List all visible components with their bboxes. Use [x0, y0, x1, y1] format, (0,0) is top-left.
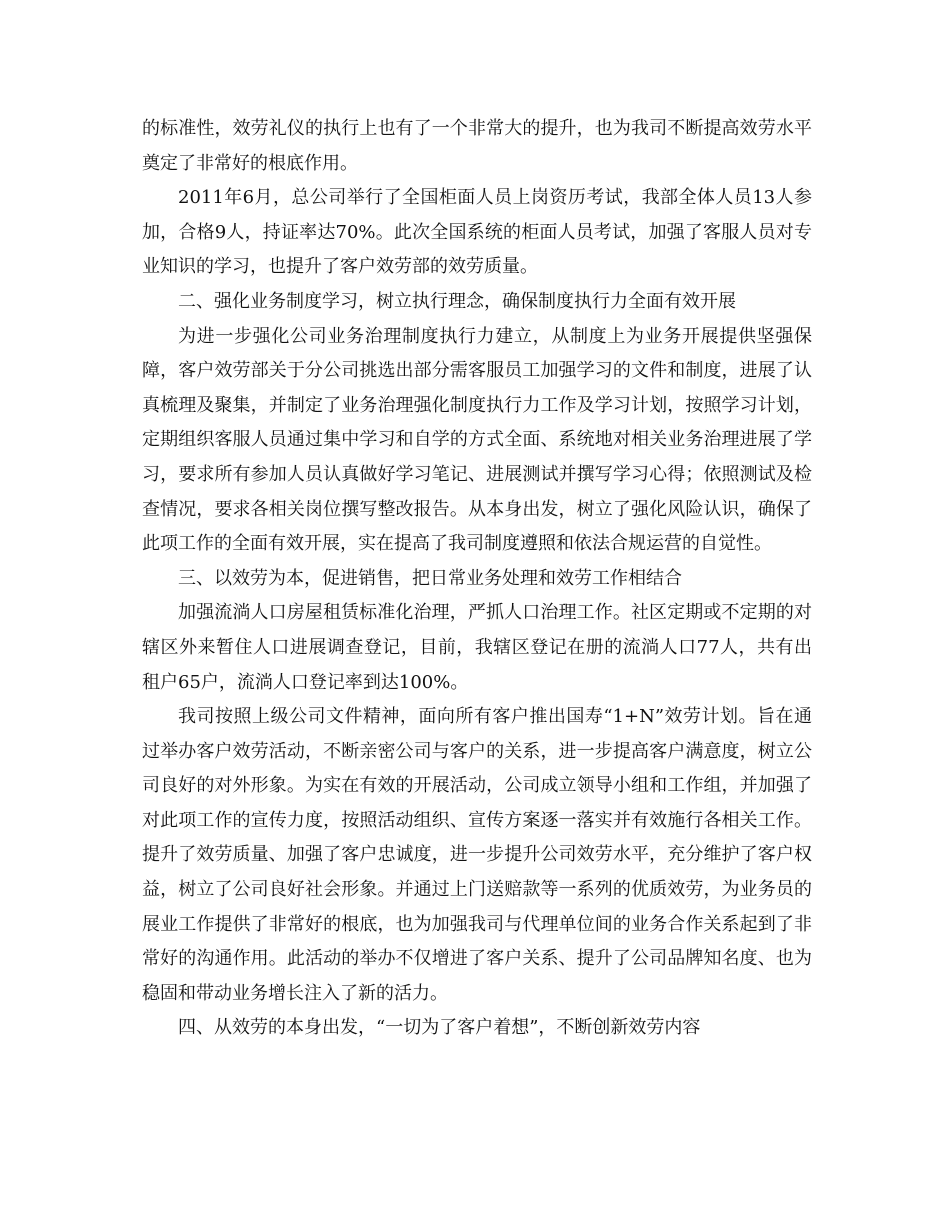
section-heading-4: 四、从效劳的本身出发，“一切为了客户着想”，不断创新效劳内容 — [178, 1017, 701, 1039]
section-heading-3: 三、以效劳为本，促进销售，把日常业务处理和效劳工作相结合 — [178, 567, 682, 589]
paragraph-continuation: 的标准性，效劳礼仪的执行上也有了一个非常大的提升，也为我司不断提高效劳水平奠定了非常好的根底作用。 — [142, 118, 812, 174]
paragraph-exam-results: 2011年6月，总公司举行了全国柜面人员上岗资历考试，我部全体人员13人参加，合格9人，持证率达70%。此次全国系统的柜面人员考试，加强了客服人员对专业知识的学习，也提升了客户效劳部的效劳质量。 — [142, 187, 812, 278]
paragraph-floating-population: 加强流淌人口房屋租赁标准化治理，严抓人口治理工作。社区定期或不定期的对辖区外来暂住人口进展调查登记，目前，我辖区登记在册的流淌人口77人，共有出租户65户，流淌人口登记率到达100%。 — [142, 602, 812, 693]
paragraph-system-learning: 为进一步强化公司业务治理制度执行力建立，从制度上为业务开展提供坚强保障，客户效劳部关于分公司挑选出部分需客服员工加强学习的文件和制度，进展了认真梳理及聚集，并制定了业务治理强化制度执行力工作及学习计划，按照学习计划，定期组织客服人员通过集中学习和自学的方式全面、系统地对相关业务治理进展了学习，要求所有参加人员认真做好学习笔记、进展测试并撰写学习心得；依照测试及检查情况，要求各相关岗位撰写整改报告。从本身出发，树立了强化风险认识，确保了此项工作的全面有效开展，实在提高了我司制度遵照和依法合规运营的自觉性。 — [142, 325, 812, 555]
section-heading-2: 二、强化业务制度学习，树立执行理念，确保制度执行力全面有效开展 — [178, 290, 736, 312]
paragraph-service-plan: 我司按照上级公司文件精神，面向所有客户推出国寿“1+N”效劳计划。旨在通过举办客户效劳活动，不断亲密公司与客户的关系，进一步提高客户满意度，树立公司良好的对外形象。为实在有效的开展活动，公司成立领导小组和工作组，并加强了对此项工作的宣传力度，按照活动组织、宣传方案逐一落实并有效施行各相关工作。提升了效劳质量、加强了客户忠诚度，进一步提升公司效劳水平，充分维护了客户权益，树立了公司良好社会形象。并通过上门送赔款等一系列的优质效劳，为业务员的展业工作提供了非常好的根底，也为加强我司与代理单位间的业务合作关系起到了非常好的沟通作用。此活动的举办不仅增进了客户关系、提升了公司品牌知名度、也为稳固和带动业务增长注入了新的活力。 — [142, 706, 812, 1004]
